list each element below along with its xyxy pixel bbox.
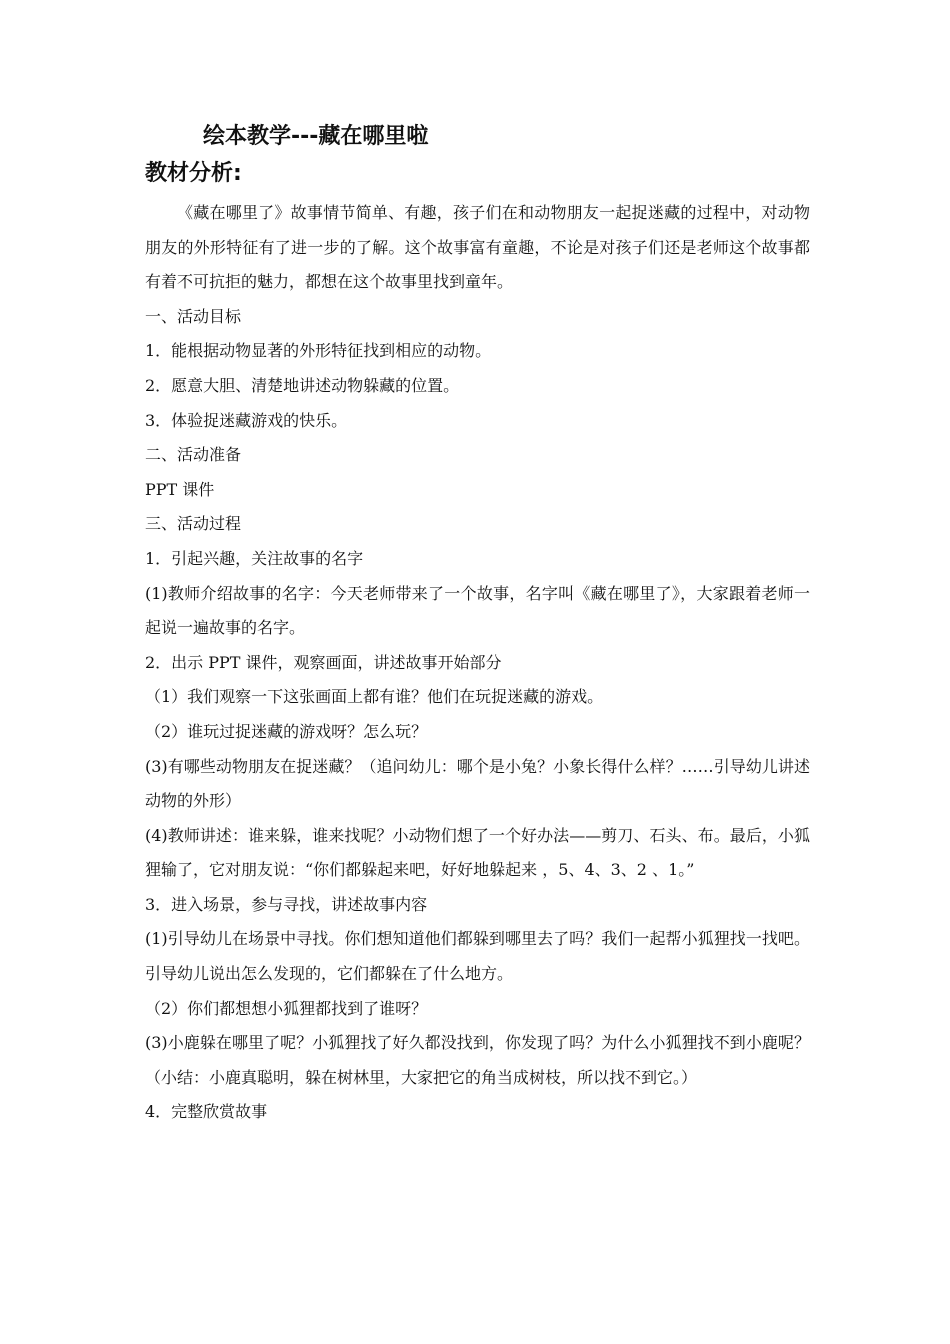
section-title-process: 三、活动过程 — [145, 514, 242, 534]
process-step-2-sub-1: （1）我们观察一下这张画面上都有谁？他们在玩捉迷藏的游戏。 — [145, 687, 604, 707]
section-heading-analysis: 教材分析: — [145, 161, 242, 186]
process-step-1: 1．引起兴趣，关注故事的名字 — [145, 548, 364, 568]
process-step-2-sub-3: (3)有哪些动物朋友在捉迷藏？（追问幼儿：哪个是小兔？小象长得什么样？……引导幼儿讲述动物的外形） — [145, 756, 810, 811]
process-step-2-sub-2: （2）谁玩过捉迷藏的游戏呀？怎么玩？ — [145, 721, 428, 741]
section-title-goals: 一、活动目标 — [145, 306, 242, 326]
process-step-4: 4．完整欣赏故事 — [145, 1102, 268, 1122]
goal-item-1: 1．能根据动物显著的外形特征找到相应的动物。 — [145, 341, 492, 361]
process-step-3-sub-3: (3)小鹿躲在哪里了呢？小狐狸找了好久都没找到，你发现了吗？为什么小狐狸找不到小鹿呢？（小结：小鹿真聪明，躲在树林里，大家把它的角当成树枝，所以找不到它。） — [145, 1033, 810, 1087]
process-step-2-sub-4: (4)教师讲述：谁来躲，谁来找呢？小动物们想了一个好办法——剪刀、石头、布。最后，小狐狸输了，它对朋友说：“你们都躲起来吧，好好地躲起来 ，5、4、3、2 、1。” — [145, 825, 810, 880]
document-body — [145, 196, 810, 1130]
process-step-3-sub-2: （2）你们都想想小狐狸都找到了谁呀？ — [145, 998, 428, 1018]
section-title-preparation: 二、活动准备 — [145, 445, 242, 465]
preparation-item-1: PPT 课件 — [145, 479, 215, 499]
intro-paragraph: 《藏在哪里了》故事情节简单、有趣，孩子们在和动物朋友一起捉迷藏的过程中，对动物朋友的外形特征有了进一步的了解。这个故事富有童趣，不论是对孩子们还是老师这个故事都有着不可抗拒的魅力，都想在这个故事里找到童年。 — [145, 203, 810, 292]
process-step-3: 3．进入场景，参与寻找，讲述故事内容 — [145, 894, 428, 914]
document-title: 绘本教学---藏在哪里啦 — [203, 124, 429, 149]
process-step-1-sub-1: (1)教师介绍故事的名字：今天老师带来了一个故事，名字叫《藏在哪里了》，大家跟着老师一起说一遍故事的名字。 — [145, 583, 810, 638]
process-step-2: 2．出示 PPT 课件，观察画面，讲述故事开始部分 — [145, 652, 502, 672]
goal-item-2: 2．愿意大胆、清楚地讲述动物躲藏的位置。 — [145, 375, 460, 395]
goal-item-3: 3．体验捉迷藏游戏的快乐。 — [145, 410, 348, 430]
process-step-3-sub-1: (1)引导幼儿在场景中寻找。你们想知道他们都躲到哪里去了吗？我们一起帮小狐狸找一找吧。引导幼儿说出怎么发现的，它们都躲在了什么地方。 — [145, 929, 810, 984]
